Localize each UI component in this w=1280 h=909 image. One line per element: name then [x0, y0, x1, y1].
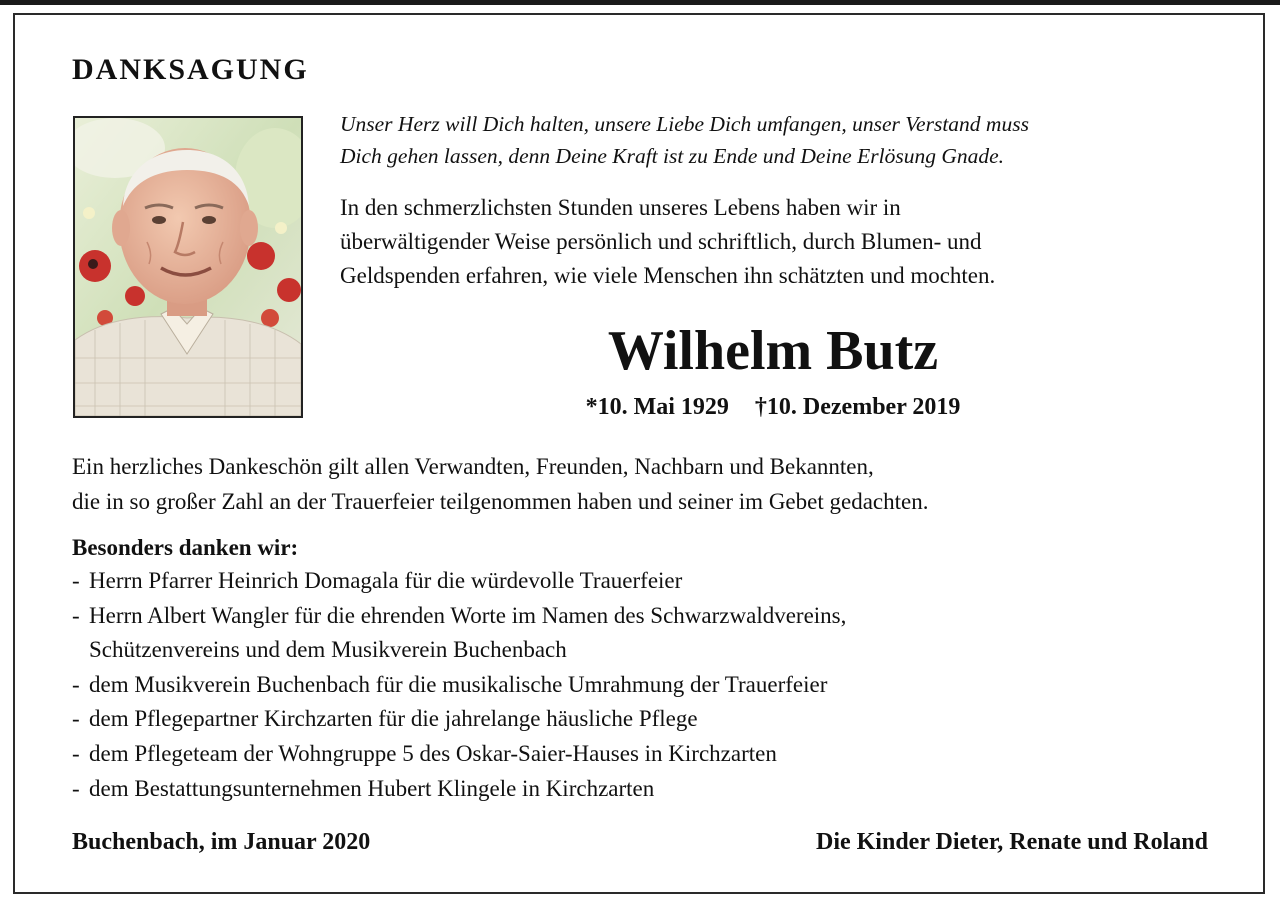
portrait-image: [75, 118, 301, 416]
intro-line: Geldspenden erfahren, wie viele Menschen ihn schätzten und mochten.: [340, 263, 996, 288]
list-dash: -: [72, 740, 80, 766]
list-item: [72, 737, 846, 772]
quote-line: Dich gehen lassen, denn Deine Kraft ist zu Ende und Deine Erlösung Gnade.: [340, 144, 1005, 168]
list-item-line: dem Musikverein Buchenbach für die musikalische Umrahmung der Trauerfeier: [89, 671, 828, 697]
list-dash: -: [72, 671, 80, 697]
deceased-name: Wilhelm Butz: [607, 320, 939, 382]
special-thanks-list: [72, 564, 846, 806]
list-item-line: dem Bestattungsunternehmen Hubert Klingele in Kirchzarten: [89, 775, 655, 801]
list-item: [72, 668, 846, 703]
special-thanks-title: Besonders danken wir:: [72, 535, 299, 560]
list-item-line: Schützenvereins und dem Musikverein Buchenbach: [89, 637, 567, 663]
intro-paragraph: [340, 191, 995, 293]
thanks-line: die in so großer Zahl an der Trauerfeier teilgenommen haben und seiner im Gebet gedachten.: [72, 488, 929, 514]
list-dash: -: [72, 602, 80, 628]
birth-date: *10. Mai 1929: [585, 394, 729, 420]
list-item-line: dem Pflegepartner Kirchzarten für die jahrelange häusliche Pflege: [89, 706, 698, 732]
memorial-quote: [340, 108, 1029, 172]
signatories: Die Kinder Dieter, Renate und Roland: [815, 829, 1208, 855]
list-item-line: Herrn Pfarrer Heinrich Domagala für die würdevolle Trauerfeier: [89, 568, 683, 593]
list-dash: -: [72, 706, 80, 732]
notice-heading: DANKSAGUNG: [72, 53, 309, 86]
list-item-line: Herrn Albert Wangler für die ehrenden Worte im Namen des Schwarzwaldvereins,: [89, 602, 847, 628]
place-and-date: Buchenbach, im Januar 2020: [72, 829, 371, 855]
thanks-line: Ein herzliches Dankeschön gilt allen Verwandten, Freunden, Nachbarn und Bekannten,: [72, 454, 874, 479]
life-dates: [340, 390, 1206, 424]
list-item: [72, 702, 846, 737]
portrait-photo: [73, 116, 303, 418]
list-item: [72, 772, 846, 807]
list-item-line: dem Pflegeteam der Wohngruppe 5 des Oskar-Saier-Hauses in Kirchzarten: [89, 740, 777, 766]
intro-line: In den schmerzlichsten Stunden unseres Lebens haben wir in: [340, 195, 901, 220]
list-item: [72, 564, 846, 599]
general-thanks: [72, 450, 928, 519]
list-dash: -: [72, 775, 80, 801]
list-item: [72, 599, 846, 668]
death-date: †10. Dezember 2019: [754, 394, 961, 420]
intro-line: überwältigender Weise persönlich und schriftlich, durch Blumen- und: [340, 229, 982, 254]
quote-line: Unser Herz will Dich halten, unsere Liebe Dich umfangen, unser Verstand muss: [340, 112, 1029, 136]
top-border-bar: [0, 0, 1280, 5]
list-dash: -: [72, 568, 80, 593]
